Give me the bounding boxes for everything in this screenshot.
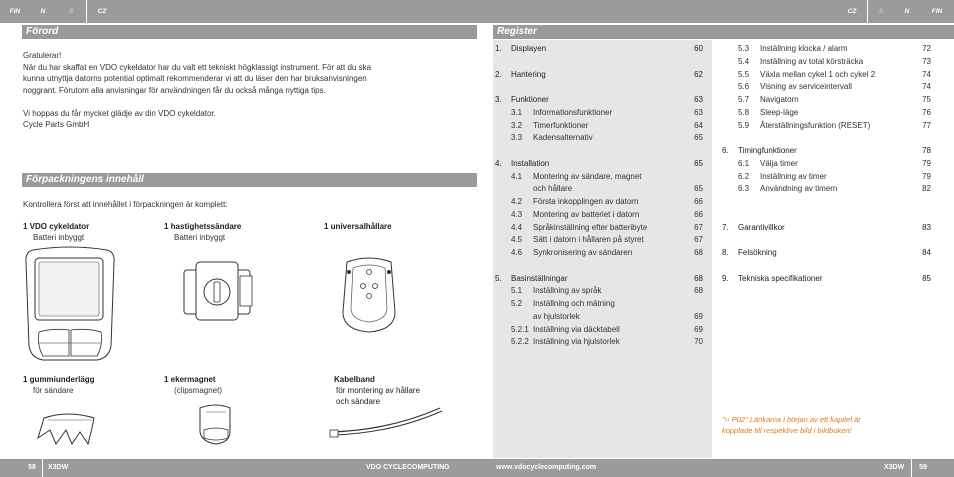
toc-label: Inställning via däcktabell: [533, 324, 620, 334]
toc-number: 5.2: [511, 299, 523, 308]
toc-number: 5.2.2: [511, 337, 529, 347]
toc-entry[interactable]: [495, 209, 703, 222]
toc-entry[interactable]: [495, 183, 703, 196]
toc-page: 84: [922, 248, 931, 257]
item-sub: och sändare: [336, 397, 381, 406]
toc-number: 4.1: [511, 171, 523, 181]
toc-page: 74: [922, 69, 931, 79]
toc-entry[interactable]: [722, 56, 931, 69]
item-sub: (clipsmagnet): [174, 386, 223, 395]
toc-label: Inställning av total körsträcka: [760, 56, 864, 66]
register-heading: Register: [493, 25, 954, 39]
foreword-text: [23, 50, 473, 131]
toc-label: Installation: [511, 158, 550, 168]
toc-page: 73: [922, 56, 931, 66]
toc-page: 65: [694, 158, 703, 168]
lang-tab-n[interactable]: N: [40, 8, 46, 15]
toc-entry[interactable]: [495, 132, 703, 145]
cable-tie-illustration: [330, 404, 450, 438]
toc-entry[interactable]: [495, 107, 703, 120]
item-spoke-magnet: [164, 374, 222, 396]
toc-label: Inställning och mätning: [533, 299, 615, 308]
toc-entry[interactable]: [722, 171, 931, 184]
toc-number: 5.6: [738, 82, 750, 92]
toc-number: 4.: [495, 158, 502, 168]
toc-number: 4.5: [511, 235, 523, 245]
footer-divider: [911, 459, 912, 477]
lang-tab-cz[interactable]: CZ: [847, 8, 857, 15]
language-tabs: [0, 0, 477, 23]
toc-entry[interactable]: [722, 81, 931, 94]
toc-label: Garantivillkor: [738, 222, 785, 232]
toc-label: Kadensalternativ: [533, 133, 593, 143]
toc-entry[interactable]: [722, 43, 931, 56]
note-line: kopplade till respektive bild i bildboken!: [722, 426, 852, 435]
toc-page: 74: [922, 82, 931, 92]
toc-number: 3.3: [511, 133, 523, 143]
toc-label: Basinställningar: [511, 273, 568, 283]
right-footer: [477, 459, 954, 477]
item-sub: Batteri inbyggt: [174, 233, 226, 242]
toc-label: Visning av serviceintervall: [760, 82, 852, 92]
toc-label: Montering av sändare, magnet: [533, 171, 642, 181]
lang-tab-fin[interactable]: FIN: [931, 8, 943, 15]
item-sub: för montering av hållare: [336, 386, 421, 395]
toc-chapter[interactable]: [495, 43, 703, 56]
toc-label: Displayen: [511, 44, 547, 53]
image-link-note: [722, 414, 932, 436]
page-number: 59: [919, 464, 927, 471]
toc-entry[interactable]: [722, 183, 931, 196]
toc-entry[interactable]: [495, 196, 703, 209]
lang-tab-fin[interactable]: FIN: [9, 8, 21, 15]
toc-label: Användning av timern: [760, 184, 838, 194]
universal-bracket-illustration: [337, 252, 401, 336]
foreword-line: Cycle Parts GmbH: [23, 120, 90, 129]
toc-number: 5.9: [738, 120, 750, 130]
item-computer: [23, 221, 89, 243]
toc-number: 7.: [722, 222, 729, 232]
toc-page: 63: [694, 107, 703, 117]
toc-page: 62: [694, 69, 703, 79]
toc-label: Inställning av språk: [533, 286, 602, 296]
toc-label: Montering av batteriet i datorn: [533, 209, 640, 219]
lang-tab-s[interactable]: S: [878, 8, 884, 15]
toc-label: och hållare: [533, 184, 573, 194]
item-sub: för sändare: [33, 386, 74, 395]
toc-chapter[interactable]: [495, 69, 703, 82]
toc-entry[interactable]: [495, 336, 703, 349]
toc-page: 69: [694, 311, 703, 321]
item-title: 1 hastighetssändare: [164, 222, 242, 231]
toc-number: 5.7: [738, 95, 750, 104]
toc-gap: [722, 260, 931, 273]
toc-page: 66: [694, 209, 703, 219]
toc-label: av hjulstorlek: [533, 311, 580, 321]
package-intro: Kontrollera först att innehållet i förpackningen är komplett:: [23, 200, 228, 209]
toc-label: Sleep-läge: [760, 107, 799, 117]
language-tabs: [477, 0, 954, 23]
toc-label: Informationsfunktioner: [533, 107, 613, 117]
toc-number: 4.6: [511, 248, 523, 257]
toc-entry[interactable]: [495, 234, 703, 247]
toc-gap: [722, 209, 931, 222]
toc-page: 65: [694, 133, 703, 143]
item-title: 1 ekermagnet: [164, 375, 216, 384]
toc-page: 79: [922, 171, 931, 181]
toc-page: 75: [922, 95, 931, 104]
toc-entry[interactable]: [495, 285, 703, 298]
toc-gap: [722, 234, 931, 247]
toc-number: 8.: [722, 248, 729, 257]
toc-number: 9.: [722, 273, 729, 283]
toc-entry[interactable]: [495, 311, 703, 324]
item-title: Kabelband: [334, 375, 375, 384]
item-title: 1 gummiunderlägg: [23, 375, 95, 384]
toc-page: 63: [694, 95, 703, 104]
toc-chapter[interactable]: [495, 158, 703, 171]
toc-label: Navigatorn: [760, 95, 799, 104]
item-rubber-pad: [23, 374, 95, 396]
toc-number: 5.5: [738, 69, 750, 79]
lang-tab-n[interactable]: N: [904, 8, 910, 15]
toc-chapter[interactable]: [722, 145, 931, 158]
foreword-line: Vi hoppas du får mycket glädje av din VDO cykeldator.: [23, 108, 216, 118]
toc-number: 5.8: [738, 107, 750, 117]
toc-gap: [495, 145, 703, 158]
toc-label: Felsökning: [738, 248, 777, 257]
foreword-line: Gratulerar!: [23, 51, 62, 60]
toc-entry[interactable]: [722, 94, 931, 107]
toc-page: 65: [694, 184, 703, 194]
footer-website[interactable]: www.vdocyclecomputing.com: [496, 464, 597, 471]
toc-chapter[interactable]: [722, 222, 931, 235]
foreword-heading: Förord: [22, 25, 477, 39]
toc-chapter[interactable]: [495, 94, 703, 107]
toc-label: Inställning av timer: [760, 171, 827, 181]
toc-number: 6.: [722, 146, 729, 155]
item-title: 1 VDO cykeldator: [23, 222, 90, 231]
toc-label: Återställningsfunktion (RESET): [760, 120, 871, 130]
toc-label: Växla mellan cykel 1 och cykel 2: [760, 69, 876, 79]
toc-entry[interactable]: [495, 298, 703, 311]
speed-sensor-illustration: [180, 256, 260, 324]
footer-divider: [42, 459, 43, 477]
toc-number: 5.2.1: [511, 324, 529, 334]
toc-entry[interactable]: [722, 120, 931, 133]
toc-page: 67: [694, 235, 703, 245]
item-bracket: [324, 221, 392, 232]
toc-label: Tekniska specifikationer: [738, 273, 823, 283]
bike-computer-illustration: [25, 246, 115, 364]
toc-chapter[interactable]: [495, 273, 703, 286]
toc-number: 4.2: [511, 197, 523, 206]
toc-label: Välja timer: [760, 158, 798, 168]
toc-gap: [495, 81, 703, 94]
toc-page: 85: [922, 273, 931, 283]
toc-label: Sätt i datorn i hållaren på styret: [533, 235, 644, 245]
foreword-line: När du har skaffat en VDO cykeldator har du valt ett tekniskt högklassigt instrument. För att du ska: [23, 62, 372, 72]
toc-entry[interactable]: [722, 158, 931, 171]
spacer: [23, 96, 473, 108]
toc-page: 79: [922, 158, 931, 168]
toc-page: 67: [694, 222, 703, 232]
toc-number: 6.2: [738, 171, 750, 181]
toc-number: 3.2: [511, 120, 523, 130]
toc-page: 69: [694, 324, 703, 334]
toc-label: Första inkopplingen av datorn: [533, 197, 639, 206]
item-cable-ties: [334, 374, 420, 407]
toc-chapter[interactable]: [722, 273, 931, 286]
footer-brand: VDO CYCLECOMPUTING: [366, 464, 450, 471]
toc-page: 70: [694, 337, 703, 347]
foreword-line: noggrant. Förutom alla anvisningar för användningen får du också många nyttiga tips.: [23, 85, 326, 95]
toc-page: 77: [922, 120, 931, 130]
toc-number: 6.1: [738, 158, 750, 168]
toc-label: Inställning klocka / alarm: [760, 44, 848, 53]
toc-label: Språkinställning efter batteribyte: [533, 222, 648, 232]
toc-gap: [495, 260, 703, 273]
toc-number: 5.1: [511, 286, 523, 296]
note-line: "›› P02" Länkarna i början av ett kapitel är: [722, 415, 861, 424]
footer-model: X3DW: [884, 464, 905, 471]
item-sub: Batteri inbyggt: [33, 233, 85, 242]
toc-entry[interactable]: [722, 69, 931, 82]
toc-number: 5.: [495, 273, 502, 283]
toc-page: 66: [694, 197, 703, 206]
toc-number: 6.3: [738, 184, 750, 194]
toc-number: 3.1: [511, 107, 523, 117]
item-title: 1 universalhållare: [324, 222, 392, 231]
toc-gap: [722, 132, 931, 145]
toc-number: 3.: [495, 95, 502, 104]
toc-number: 4.3: [511, 209, 523, 219]
toc-label: Funktioner: [511, 95, 549, 104]
package-heading: Förpackningens innehåll: [22, 173, 477, 187]
foreword-line: kunna utnyttja datorns potential optimalt rekommenderar vi att du läser den har bruksanvisningen: [23, 74, 367, 83]
toc-chapter[interactable]: [722, 247, 931, 260]
toc-entry[interactable]: [495, 247, 703, 260]
toc-page: 82: [922, 184, 931, 194]
toc-number: 1.: [495, 44, 502, 53]
item-speed-sensor: [164, 221, 241, 243]
toc-gap: [722, 196, 931, 209]
toc-gap: [495, 56, 703, 69]
left-footer: [0, 459, 477, 477]
toc-number: 5.4: [738, 56, 750, 66]
toc-page: 72: [922, 44, 931, 53]
toc-label: Inställning via hjulstorlek: [533, 337, 620, 347]
toc-page: 83: [922, 222, 931, 232]
toc-page: 68: [694, 248, 703, 257]
toc-number: 5.3: [738, 44, 750, 53]
lang-tab-cz[interactable]: CZ: [97, 8, 107, 15]
page-number: 58: [28, 464, 36, 471]
toc-entry[interactable]: [495, 324, 703, 337]
toc-column-right: [722, 43, 931, 285]
toc-page: 78: [922, 146, 931, 155]
toc-number: 4.4: [511, 222, 523, 232]
toc-entry[interactable]: [495, 120, 703, 133]
toc-label: Hantering: [511, 69, 546, 79]
spoke-magnet-illustration: [196, 402, 236, 448]
toc-entry[interactable]: [495, 171, 703, 184]
toc-page: 60: [694, 44, 703, 53]
toc-number: 2.: [495, 69, 502, 79]
toc-column-left: [495, 43, 703, 349]
toc-label: Synkronisering av sändaren: [533, 248, 633, 257]
toc-page: 76: [922, 107, 931, 117]
footer-model: X3DW: [48, 464, 69, 471]
toc-label: Timerfunktioner: [533, 120, 589, 130]
toc-page: 64: [694, 120, 703, 130]
toc-page: 68: [694, 273, 703, 283]
toc-entry[interactable]: [722, 107, 931, 120]
toc-label: Timingfunktioner: [738, 146, 797, 155]
rubber-pad-illustration: [32, 408, 102, 446]
toc-page: 68: [694, 286, 703, 296]
lang-tab-s[interactable]: S: [68, 8, 74, 15]
toc-entry[interactable]: [495, 222, 703, 235]
